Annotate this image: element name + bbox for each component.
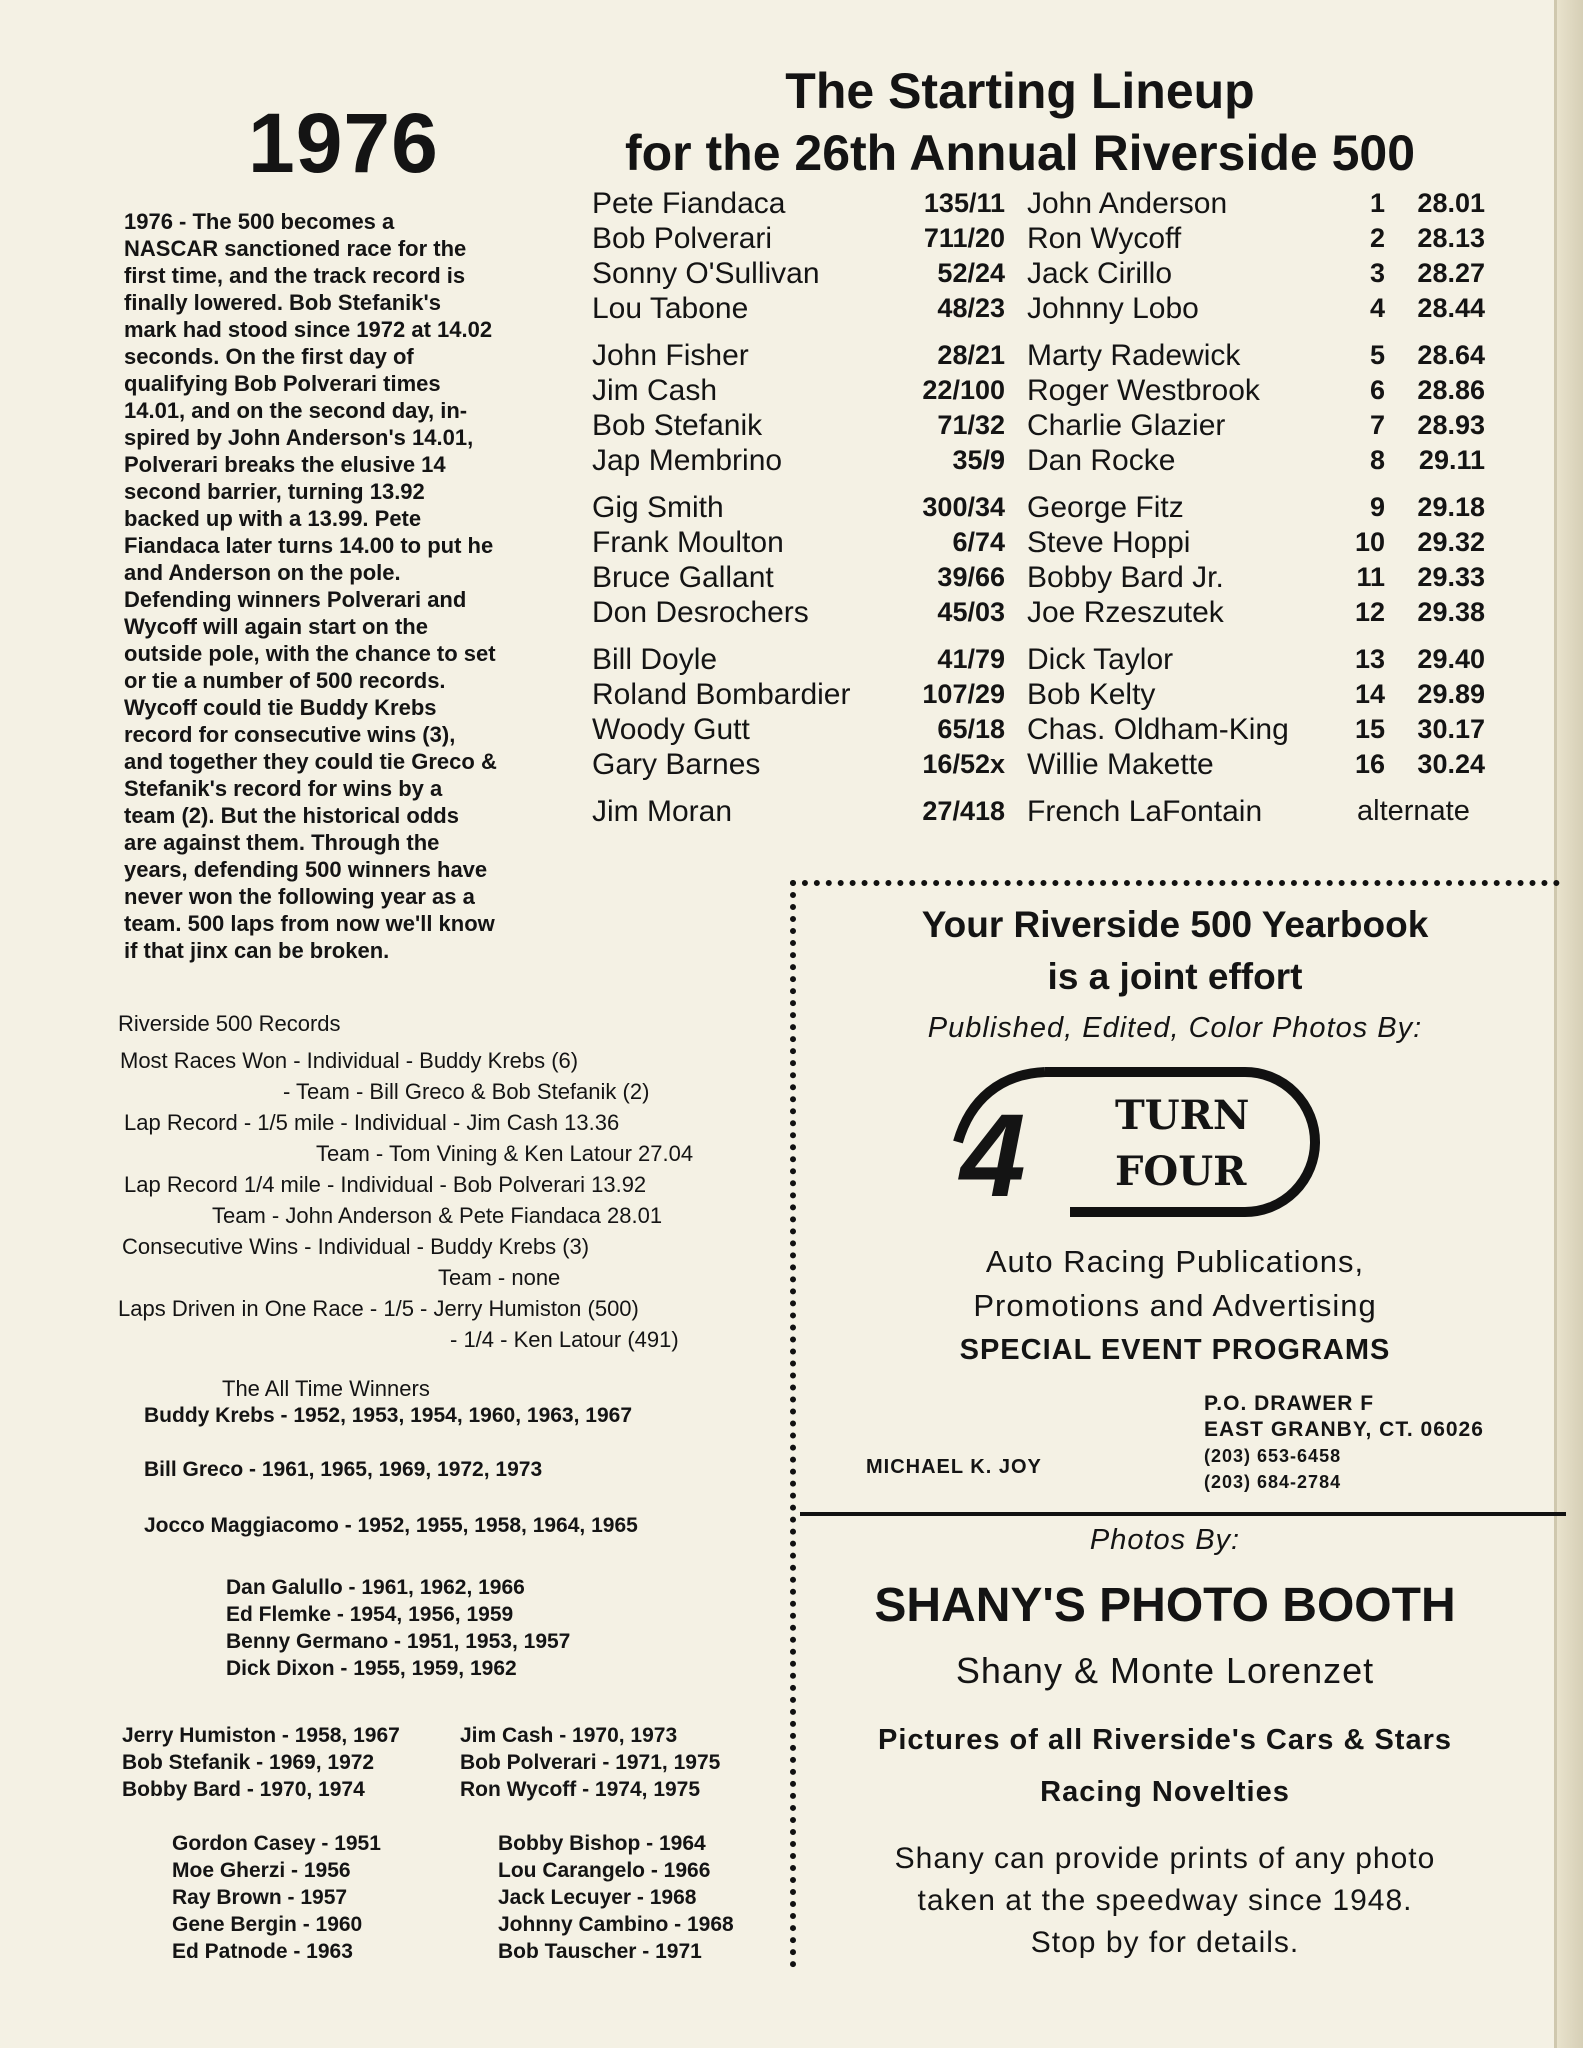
grid-position: 13 xyxy=(1354,644,1385,674)
driver-name: Frank Moulton xyxy=(592,525,784,559)
logo-number: 4 xyxy=(960,1090,1026,1222)
story-line: team (2). But the historical odds xyxy=(124,803,459,828)
winner-line: Johnny Cambino - 1968 xyxy=(498,1913,734,1936)
lineup-row xyxy=(592,186,1502,221)
winner-line: Gene Bergin - 1960 xyxy=(172,1913,363,1936)
title-line-1: The Starting Lineup xyxy=(785,63,1255,119)
car-numbers: 6/74 xyxy=(952,527,1005,557)
qualifier-name: Bobby Bard Jr. xyxy=(1027,560,1224,594)
grid-position: 12 xyxy=(1354,597,1385,627)
story-line: if that jinx can be broken. xyxy=(124,938,390,963)
photo-label: Photos By: xyxy=(1089,1524,1241,1556)
qualifier-name: Roger Westbrook xyxy=(1027,373,1260,407)
driver-name: Roland Bombardier xyxy=(592,677,851,711)
lineup-row xyxy=(592,443,1502,478)
winner-line: Ron Wycoff - 1974, 1975 xyxy=(460,1778,701,1801)
ad-heading-1: Your Riverside 500 Yearbook xyxy=(921,904,1429,945)
driver-name: Sonny O'Sullivan xyxy=(592,256,820,290)
grid-position: 10 xyxy=(1354,527,1385,557)
qualifying-time: 29.33 xyxy=(1417,562,1485,592)
winner-line: Lou Carangelo - 1966 xyxy=(498,1859,711,1882)
lineup-group xyxy=(592,642,1502,782)
lineup-row xyxy=(592,595,1502,630)
car-numbers: 48/23 xyxy=(937,293,1005,323)
qualifying-time: 29.40 xyxy=(1417,644,1485,674)
qualifying-time: 28.44 xyxy=(1417,293,1485,323)
title-line-2: for the 26th Annual Riverside 500 xyxy=(624,125,1416,181)
driver-name: Bruce Gallant xyxy=(592,560,774,594)
winner-line: Ed Patnode - 1963 xyxy=(172,1940,353,1963)
qualifying-time: 28.86 xyxy=(1417,375,1485,405)
ad-heading-2: is a joint effort xyxy=(1047,956,1303,997)
record-line: Lap Record 1/4 mile - Individual - Bob Polverari 13.92 xyxy=(124,1172,647,1197)
alternate-row xyxy=(592,794,1502,829)
qualifier-name: Dan Rocke xyxy=(1027,443,1176,477)
contact-phone-2: (203) 684-2784 xyxy=(1204,1472,1342,1492)
story-line: mark had stood since 1972 at 14.02 xyxy=(124,317,493,342)
lineup-row xyxy=(592,490,1502,525)
lineup-row xyxy=(592,256,1502,291)
driver-name: Gig Smith xyxy=(592,490,724,524)
contact-address-2: EAST GRANBY, CT. 06026 xyxy=(1204,1418,1484,1441)
grid-position: 14 xyxy=(1354,679,1385,709)
grid-position: 7 xyxy=(1369,410,1385,440)
winner-line: Jocco Maggiacomo - 1952, 1955, 1958, 1964, 1965 xyxy=(144,1514,638,1537)
winner-line: Benny Germano - 1951, 1953, 1957 xyxy=(226,1630,571,1653)
car-numbers: 45/03 xyxy=(937,597,1005,627)
car-numbers: 107/29 xyxy=(922,679,1005,709)
qualifying-time: 30.17 xyxy=(1417,714,1485,744)
story-line: finally lowered. Bob Stefanik's xyxy=(124,290,441,315)
story-line: Defending winners Polverari and xyxy=(124,587,467,612)
driver-name: John Fisher xyxy=(592,338,749,372)
qualifier-name: George Fitz xyxy=(1027,490,1184,524)
grid-position: 16 xyxy=(1354,749,1385,779)
qualifying-time: 29.38 xyxy=(1417,597,1485,627)
story-line: Wycoff could tie Buddy Krebs xyxy=(124,695,437,720)
winner-line: Jerry Humiston - 1958, 1967 xyxy=(122,1724,400,1747)
winner-line: Bob Tauscher - 1971 xyxy=(498,1940,702,1963)
winners-heading: The All Time Winners xyxy=(222,1376,430,1401)
lineup-row xyxy=(592,408,1502,443)
lineup-row xyxy=(592,525,1502,560)
qualifier-name: Marty Radewick xyxy=(1027,338,1241,372)
qualifying-time: 28.93 xyxy=(1417,410,1485,440)
driver-name: Jim Moran xyxy=(592,794,733,828)
lineup-row xyxy=(592,747,1502,782)
qualifier-name: Johnny Lobo xyxy=(1027,291,1199,325)
record-line: Team - Tom Vining & Ken Latour 27.04 xyxy=(316,1141,694,1166)
winner-line: Dick Dixon - 1955, 1959, 1962 xyxy=(226,1657,517,1680)
story-line: Fiandaca later turns 14.00 to put he xyxy=(124,533,494,558)
record-line: - 1/4 - Ken Latour (491) xyxy=(450,1327,679,1352)
story-line: 1976 - The 500 becomes a xyxy=(124,209,395,234)
turn-four-logo xyxy=(950,1060,1320,1230)
record-line: - Team - Bill Greco & Bob Stefanik (2) xyxy=(283,1079,650,1104)
car-numbers: 71/32 xyxy=(937,410,1005,440)
story-line: 14.01, and on the second day, in- xyxy=(124,398,468,423)
story-line: seconds. On the first day of xyxy=(124,344,414,369)
lineup-row xyxy=(592,642,1502,677)
grid-position: 5 xyxy=(1369,340,1385,370)
grid-position: 11 xyxy=(1356,562,1385,592)
winner-line: Bob Stefanik - 1969, 1972 xyxy=(122,1751,375,1774)
winner-line: Bobby Bard - 1970, 1974 xyxy=(122,1778,365,1801)
starting-lineup xyxy=(592,186,1502,829)
lineup-group xyxy=(592,186,1502,326)
driver-name: Pete Fiandaca xyxy=(592,186,786,220)
ad-desc-2: Promotions and Advertising xyxy=(973,1288,1377,1323)
story-line: Polverari breaks the elusive 14 xyxy=(124,452,446,477)
record-line: Consecutive Wins - Individual - Buddy Krebs (3) xyxy=(122,1234,590,1259)
car-numbers: 39/66 xyxy=(937,562,1005,592)
driver-name: Don Desrochers xyxy=(592,595,809,629)
winner-line: Gordon Casey - 1951 xyxy=(172,1832,381,1855)
car-numbers: 52/24 xyxy=(937,258,1005,288)
grid-position: 1 xyxy=(1369,188,1385,218)
qualifying-time: 29.18 xyxy=(1417,492,1485,522)
car-numbers: 27/418 xyxy=(922,796,1005,826)
driver-name: Gary Barnes xyxy=(592,747,761,781)
car-numbers: 300/34 xyxy=(922,492,1005,522)
grid-position: 15 xyxy=(1354,714,1385,744)
lineup-row xyxy=(592,677,1502,712)
winner-line: Bill Greco - 1961, 1965, 1969, 1972, 1973 xyxy=(144,1458,543,1481)
story-line: record for consecutive wins (3), xyxy=(124,722,456,747)
car-numbers: 41/79 xyxy=(937,644,1005,674)
driver-name: Bob Stefanik xyxy=(592,408,763,442)
car-numbers: 711/20 xyxy=(923,223,1005,253)
page-edge xyxy=(1557,0,1583,2048)
car-numbers: 28/21 xyxy=(937,340,1005,370)
grid-position: 3 xyxy=(1369,258,1385,288)
winner-line: Bobby Bishop - 1964 xyxy=(498,1832,706,1855)
qualifying-time: 28.01 xyxy=(1417,188,1485,218)
page-title xyxy=(540,60,1500,184)
car-numbers: 22/100 xyxy=(922,375,1005,405)
record-line: Team - John Anderson & Pete Fiandaca 28.01 xyxy=(212,1203,663,1228)
records-section xyxy=(118,1008,798,1355)
driver-name: Jim Cash xyxy=(592,373,718,407)
qualifier-name: Joe Rzeszutek xyxy=(1027,595,1224,629)
story-line: outside pole, with the chance to set xyxy=(124,641,496,666)
qualifying-time: 28.64 xyxy=(1417,340,1485,370)
driver-name: Bob Polverari xyxy=(592,221,773,255)
qualifying-time: 29.89 xyxy=(1417,679,1485,709)
story-line: spired by John Anderson's 14.01, xyxy=(124,425,474,450)
winner-line: Ed Flemke - 1954, 1956, 1959 xyxy=(226,1603,514,1626)
qualifying-time: 29.11 xyxy=(1418,445,1485,475)
winner-line: Ray Brown - 1957 xyxy=(172,1886,348,1909)
lineup-row xyxy=(592,712,1502,747)
alternate-label: alternate xyxy=(1357,795,1470,827)
qualifier-name: French LaFontain xyxy=(1027,794,1263,828)
photo-body-2: taken at the speedway since 1948. xyxy=(917,1884,1413,1917)
qualifying-time: 30.24 xyxy=(1417,749,1485,779)
winner-line: Jack Lecuyer - 1968 xyxy=(498,1886,697,1909)
winner-line: Dan Galullo - 1961, 1962, 1966 xyxy=(226,1576,525,1599)
qualifier-name: Bob Kelty xyxy=(1027,677,1156,711)
photo-body-3: Stop by for details. xyxy=(1030,1926,1300,1959)
lineup-group xyxy=(592,338,1502,478)
qualifying-time: 29.32 xyxy=(1417,527,1485,557)
story-line: never won the following year as a xyxy=(124,884,475,909)
contact-address-1: P.O. DRAWER F xyxy=(1204,1392,1375,1415)
car-numbers: 16/52x xyxy=(922,749,1005,779)
grid-position: 8 xyxy=(1369,445,1385,475)
car-numbers: 135/11 xyxy=(923,188,1005,218)
qualifier-name: Ron Wycoff xyxy=(1027,221,1182,255)
lineup-group xyxy=(592,490,1502,630)
story-line: team. 500 laps from now we'll know xyxy=(124,911,495,936)
grid-position: 2 xyxy=(1369,223,1385,253)
story-line: and Anderson on the pole. xyxy=(124,560,401,585)
story-line: NASCAR sanctioned race for the xyxy=(124,236,467,261)
story-paragraph xyxy=(124,208,532,964)
qualifier-name: Charlie Glazier xyxy=(1027,408,1226,442)
contact-name: MICHAEL K. JOY xyxy=(866,1456,1042,1478)
qualifier-name: Willie Makette xyxy=(1027,747,1214,781)
winner-line: Jim Cash - 1970, 1973 xyxy=(460,1724,678,1747)
grid-position: 6 xyxy=(1369,375,1385,405)
qualifier-name: Jack Cirillo xyxy=(1027,256,1173,290)
lineup-row xyxy=(592,373,1502,408)
grid-position: 4 xyxy=(1369,293,1385,323)
photo-body-1: Shany can provide prints of any photo xyxy=(894,1842,1436,1875)
photo-line-2: Racing Novelties xyxy=(1040,1776,1290,1808)
story-line: second barrier, turning 13.92 xyxy=(124,479,425,504)
lineup-row xyxy=(592,291,1502,326)
qualifying-time: 28.13 xyxy=(1417,223,1485,253)
driver-name: Woody Gutt xyxy=(592,712,750,746)
driver-name: Lou Tabone xyxy=(592,291,749,325)
photo-booth-name: SHANY'S PHOTO BOOTH xyxy=(874,1579,1456,1632)
photo-owners: Shany & Monte Lorenzet xyxy=(955,1650,1375,1691)
grid-position: 9 xyxy=(1369,492,1385,522)
record-line: Lap Record - 1/5 mile - Individual - Jim Cash 13.36 xyxy=(124,1110,620,1135)
story-line: first time, and the track record is xyxy=(124,263,466,288)
story-line: or tie a number of 500 records. xyxy=(124,668,446,693)
record-line: Laps Driven in One Race - 1/5 - Jerry Humiston (500) xyxy=(118,1296,639,1321)
lineup-row xyxy=(592,560,1502,595)
story-line: qualifying Bob Polverari times xyxy=(124,371,441,396)
story-line: Wycoff will again start on the xyxy=(124,614,428,639)
record-line: Most Races Won - Individual - Buddy Krebs (6) xyxy=(120,1048,579,1073)
ad-divider xyxy=(800,1512,1566,1516)
story-line: Stefanik's record for wins by a xyxy=(124,776,443,801)
logo-four: FOUR xyxy=(1115,1148,1247,1195)
story-line: backed up with a 13.99. Pete xyxy=(124,506,422,531)
story-line: are against them. Through the xyxy=(124,830,440,855)
ad-desc-1: Auto Racing Publications, xyxy=(985,1244,1365,1279)
winner-line: Buddy Krebs - 1952, 1953, 1954, 1960, 1963, 1967 xyxy=(144,1404,632,1427)
photo-line-1: Pictures of all Riverside's Cars & Stars xyxy=(878,1724,1452,1756)
winner-line: Bob Polverari - 1971, 1975 xyxy=(460,1751,721,1774)
driver-name: Bill Doyle xyxy=(592,642,718,676)
qualifier-name: Steve Hoppi xyxy=(1027,525,1191,559)
car-numbers: 35/9 xyxy=(952,445,1005,475)
qualifier-name: John Anderson xyxy=(1027,186,1228,220)
records-heading: Riverside 500 Records xyxy=(118,1011,341,1036)
qualifier-name: Dick Taylor xyxy=(1027,642,1174,676)
car-numbers: 65/18 xyxy=(937,714,1005,744)
contact-phone-1: (203) 653-6458 xyxy=(1204,1446,1342,1466)
record-line: Team - none xyxy=(438,1265,561,1290)
ad-desc-3: SPECIAL EVENT PROGRAMS xyxy=(959,1334,1391,1366)
qualifying-time: 28.27 xyxy=(1417,258,1485,288)
lineup-row xyxy=(592,338,1502,373)
qualifier-name: Chas. Oldham-King xyxy=(1027,712,1289,746)
logo-turn: TURN xyxy=(1115,1092,1250,1139)
lineup-row xyxy=(592,221,1502,256)
driver-name: Jap Membrino xyxy=(592,443,783,477)
story-line: and together they could tie Greco & xyxy=(124,749,497,774)
winner-line: Moe Gherzi - 1956 xyxy=(172,1859,351,1882)
story-line: years, defending 500 winners have xyxy=(124,857,488,882)
ad-subheading: Published, Edited, Color Photos By: xyxy=(927,1012,1423,1044)
year-heading: 1976 xyxy=(248,96,439,190)
